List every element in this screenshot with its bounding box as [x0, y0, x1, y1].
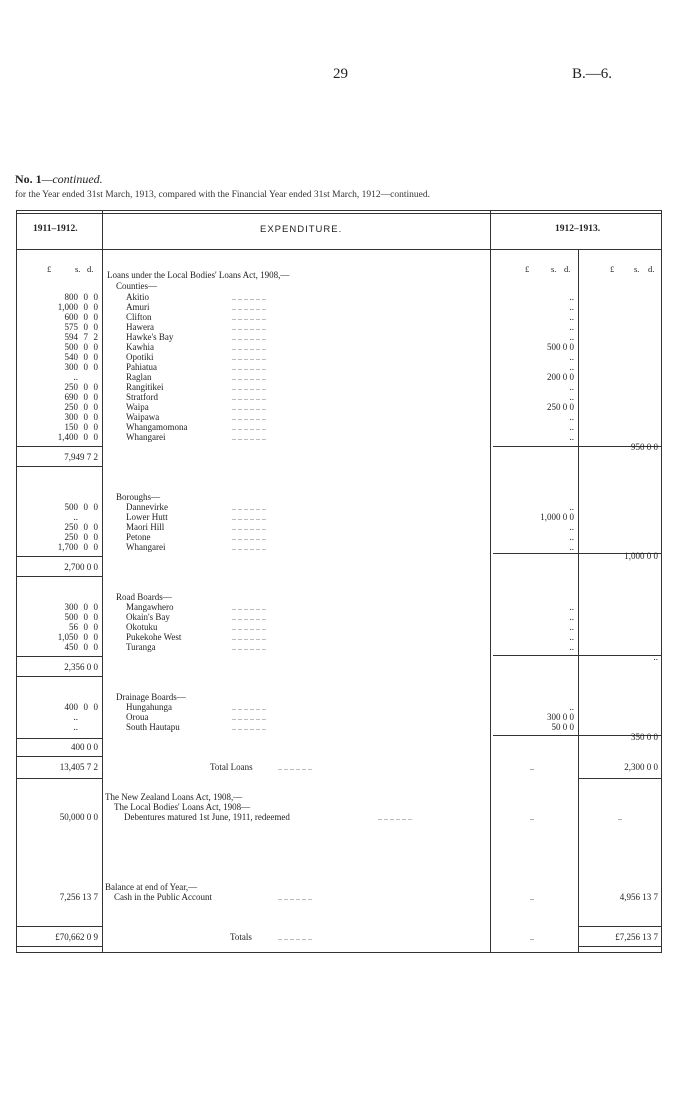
amount-shillings: 0 — [83, 402, 88, 412]
amount-shillings: 0 — [83, 342, 88, 352]
amount-pounds: .. — [73, 712, 78, 722]
row-label: Opotiki — [126, 352, 154, 362]
amount-pounds: 56 — [69, 622, 78, 632]
row-prev-amount — [20, 722, 98, 732]
row-prev-amount — [20, 532, 98, 542]
amount-shillings: 0 — [83, 612, 88, 622]
amount-shillings: 0 — [83, 362, 88, 372]
row-leader-dots: .. .. .. .. .. .. — [232, 303, 266, 312]
row-prev-amount — [20, 322, 98, 332]
totals-rule-left — [16, 926, 102, 927]
totals-rule-right — [578, 926, 661, 927]
row-label: Okotuku — [126, 622, 158, 632]
amount-shillings: 0 — [83, 502, 88, 512]
row-cur-amount: .. — [569, 432, 574, 442]
table-subtitle: for the Year ended 31st March, 1913, compared with the Financial Year ended 31st March, 1912—continued. — [15, 190, 431, 200]
col-divider-3 — [578, 249, 579, 953]
amount-pence: 0 — [93, 612, 98, 622]
row-prev-amount — [20, 332, 98, 342]
balance-cur: 4,956 13 7 — [619, 892, 658, 902]
amount-shillings: 7 — [83, 332, 88, 342]
row-leader-dots: .. .. .. .. .. .. — [232, 703, 266, 712]
row-prev-amount — [20, 712, 98, 722]
row-label: Petone — [126, 532, 151, 542]
row-prev-amount — [20, 432, 98, 442]
totals-bottom-rule-left — [16, 946, 102, 947]
boroughs-total-prev: 2,700 0 0 — [64, 562, 98, 572]
amount-pounds: 1,050 — [57, 632, 78, 642]
balance-dots: .. .. .. .. .. .. — [278, 893, 312, 902]
counties-total-prev: 7,949 7 2 — [64, 452, 98, 462]
amount-shillings: 0 — [83, 322, 88, 332]
row-label: Hawke's Bay — [126, 332, 174, 342]
total-loans-label: Total Loans — [210, 762, 253, 772]
boroughs-total-cur: 1,000 0 0 — [624, 551, 658, 561]
amount-pounds: 450 — [64, 642, 78, 652]
row-prev-amount — [20, 412, 98, 422]
row-cur-amount: .. — [569, 322, 574, 332]
amount-pounds: 400 — [64, 702, 78, 712]
row-cur-amount: .. — [569, 362, 574, 372]
row-label: South Hautapu — [126, 722, 180, 732]
amount-shillings: 0 — [83, 422, 88, 432]
amount-shillings: 0 — [83, 702, 88, 712]
currency-d-mid: d. — [564, 264, 571, 274]
drainage-subheading: Drainage Boards— — [116, 692, 186, 702]
amount-pence: 0 — [93, 532, 98, 542]
totals-prev: £70,662 0 9 — [55, 932, 98, 942]
row-label: Rangitikei — [126, 382, 164, 392]
row-cur-amount: .. — [569, 412, 574, 422]
table-title — [15, 172, 103, 187]
amount-pounds: 1,000 — [57, 302, 78, 312]
row-label: Oroua — [126, 712, 149, 722]
amount-shillings: 0 — [83, 302, 88, 312]
row-cur-amount: .. — [569, 382, 574, 392]
amount-pounds: 594 — [64, 332, 78, 342]
total-loans-mid: .. — [530, 763, 534, 772]
boroughs-subheading: Boroughs— — [116, 492, 161, 502]
row-cur-amount: .. — [569, 642, 574, 652]
amount-pounds: .. — [73, 722, 78, 732]
amount-pounds: 250 — [64, 522, 78, 532]
amount-pounds: 300 — [64, 412, 78, 422]
row-cur-amount: .. — [569, 522, 574, 532]
nz-loans-line2: The Local Bodies' Loans Act, 1908— — [114, 802, 251, 812]
row-label: Whangamomona — [126, 422, 188, 432]
amount-pounds: 800 — [64, 292, 78, 302]
row-leader-dots: .. .. .. .. .. .. — [232, 413, 266, 422]
row-prev-amount — [20, 502, 98, 512]
row-label: Hungahunga — [126, 702, 172, 712]
row-prev-amount — [20, 542, 98, 552]
amount-pence: 0 — [93, 402, 98, 412]
amount-pence: 0 — [93, 642, 98, 652]
currency-l-right: £ — [610, 264, 615, 274]
row-cur-amount: .. — [569, 392, 574, 402]
row-leader-dots: .. .. .. .. .. .. — [232, 723, 266, 732]
row-leader-dots: .. .. .. .. .. .. — [232, 393, 266, 402]
amount-shillings: 0 — [83, 432, 88, 442]
row-label: Pukekohe West — [126, 632, 182, 642]
amount-pence: 0 — [93, 542, 98, 552]
drainage-total-cur: 350 0 0 — [631, 732, 658, 742]
row-cur-amount: .. — [569, 302, 574, 312]
row-leader-dots: .. .. .. .. .. .. — [232, 533, 266, 542]
row-cur-amount: 50 0 0 — [551, 722, 574, 732]
row-label: Waipawa — [126, 412, 160, 422]
amount-shillings: 0 — [83, 292, 88, 302]
row-leader-dots: .. .. .. .. .. .. — [232, 433, 266, 442]
row-leader-dots: .. .. .. .. .. .. — [232, 323, 266, 332]
row-label: Mangawhero — [126, 602, 174, 612]
row-label: Maori Hill — [126, 522, 165, 532]
row-prev-amount — [20, 612, 98, 622]
amount-pounds: 1,700 — [57, 542, 78, 552]
amount-pence: 0 — [93, 392, 98, 402]
row-cur-amount: .. — [569, 312, 574, 322]
row-label: Kawhia — [126, 342, 154, 352]
right-border — [661, 210, 662, 953]
currency-d-right: d. — [648, 264, 655, 274]
top-rule-double — [16, 213, 662, 214]
roads-total-cur: .. — [653, 652, 658, 662]
amount-shillings: 0 — [83, 352, 88, 362]
header-rule — [16, 249, 662, 250]
amount-shillings: 0 — [83, 622, 88, 632]
amount-pounds: 300 — [64, 602, 78, 612]
row-cur-amount: .. — [569, 602, 574, 612]
drainage-total-rule — [16, 756, 102, 757]
counties-subheading: Counties— — [116, 281, 158, 291]
balance-line1: Balance at end of Year,— — [105, 882, 198, 892]
amount-pounds: .. — [73, 372, 78, 382]
row-prev-amount — [20, 312, 98, 322]
amount-pounds: 690 — [64, 392, 78, 402]
row-cur-amount: 500 0 0 — [547, 342, 574, 352]
row-leader-dots: .. .. .. .. .. .. — [232, 343, 266, 352]
amount-pounds: 600 — [64, 312, 78, 322]
roads-total-prev: 2,356 0 0 — [64, 662, 98, 672]
row-label: Lower Hutt — [126, 512, 168, 522]
row-label: Pahiatua — [126, 362, 157, 372]
nz-loans-mid: .. — [530, 813, 534, 822]
balance-mid: .. — [530, 893, 534, 902]
amount-shillings: 0 — [83, 412, 88, 422]
total-loans-dots: .. .. .. .. .. .. — [278, 763, 312, 772]
bottom-rule — [16, 952, 662, 953]
totals-dots: .. .. .. .. .. .. — [278, 933, 312, 942]
amount-pence: 0 — [93, 412, 98, 422]
row-cur-amount: .. — [569, 632, 574, 642]
amount-pence: 0 — [93, 342, 98, 352]
totals-bottom-rule-right — [578, 946, 661, 947]
amount-pence: 0 — [93, 632, 98, 642]
row-label: Whangarei — [126, 542, 166, 552]
amount-pence: 0 — [93, 702, 98, 712]
amount-pounds: 540 — [64, 352, 78, 362]
amount-pence: 0 — [93, 322, 98, 332]
row-cur-amount: .. — [569, 352, 574, 362]
nz-loans-dots: .. .. .. .. .. .. — [378, 813, 412, 822]
amount-shillings: 0 — [83, 392, 88, 402]
row-leader-dots: .. .. .. .. .. .. — [232, 403, 266, 412]
row-cur-amount: .. — [569, 542, 574, 552]
row-label: Raglan — [126, 372, 152, 382]
page-number: 29 — [333, 66, 348, 82]
row-cur-amount: .. — [569, 422, 574, 432]
left-border — [16, 210, 17, 953]
row-leader-dots: .. .. .. .. .. .. — [232, 363, 266, 372]
boroughs-subtotal-rule — [16, 556, 102, 557]
amount-pounds: 500 — [64, 502, 78, 512]
amount-pounds: .. — [73, 512, 78, 522]
loans-act-heading: Loans under the Local Bodies' Loans Act, 1908,— — [107, 270, 290, 280]
roads-subtotal-rule — [16, 656, 102, 657]
row-prev-amount — [20, 382, 98, 392]
row-prev-amount — [20, 602, 98, 612]
nz-loans-cur: .. — [618, 813, 622, 822]
amount-pence: 0 — [93, 292, 98, 302]
row-label: Akitio — [126, 292, 150, 302]
row-prev-amount — [20, 302, 98, 312]
currency-l-left: £ — [47, 264, 52, 274]
amount-shillings: 0 — [83, 642, 88, 652]
row-leader-dots: .. .. .. .. .. .. — [232, 633, 266, 642]
row-prev-amount — [20, 392, 98, 402]
row-label: Waipa — [126, 402, 149, 412]
amount-pence: 0 — [93, 362, 98, 372]
row-prev-amount — [20, 642, 98, 652]
row-cur-amount: .. — [569, 502, 574, 512]
row-cur-amount: .. — [569, 612, 574, 622]
drainage-total-prev: 400 0 0 — [71, 742, 98, 752]
amount-pence: 0 — [93, 422, 98, 432]
amount-pence: 0 — [93, 352, 98, 362]
amount-shillings: 0 — [83, 532, 88, 542]
row-leader-dots: .. .. .. .. .. .. — [232, 603, 266, 612]
counties-subtotal-rule — [16, 446, 102, 447]
row-cur-amount: .. — [569, 292, 574, 302]
row-leader-dots: .. .. .. .. .. .. — [232, 643, 266, 652]
amount-pounds: 1,400 — [57, 432, 78, 442]
document-reference: B.—6. — [572, 66, 613, 82]
nz-loans-line1: The New Zealand Loans Act, 1908,— — [105, 792, 243, 802]
row-label: Whangarei — [126, 432, 166, 442]
counties-total-cur: 950 0 0 — [631, 442, 658, 452]
row-label: Clifton — [126, 312, 152, 322]
row-label: Dannevirke — [126, 502, 168, 512]
row-prev-amount — [20, 702, 98, 712]
total-loans-cur: 2,300 0 0 — [624, 762, 658, 772]
amount-pence: 0 — [93, 522, 98, 532]
amount-pounds: 150 — [64, 422, 78, 432]
amount-shillings: 0 — [83, 602, 88, 612]
row-prev-amount — [20, 402, 98, 412]
col-divider-1 — [102, 210, 103, 953]
drainage-subtotal-rule — [16, 738, 102, 739]
row-leader-dots: .. .. .. .. .. .. — [232, 613, 266, 622]
amount-shillings: 0 — [83, 522, 88, 532]
row-cur-amount: .. — [569, 702, 574, 712]
amount-shillings: 0 — [83, 312, 88, 322]
row-cur-amount: 300 0 0 — [547, 712, 574, 722]
boroughs-total-rule — [16, 576, 102, 577]
row-prev-amount — [20, 292, 98, 302]
totals-cur: £7,256 13 7 — [615, 932, 658, 942]
row-cur-amount: .. — [569, 332, 574, 342]
row-cur-amount: 250 0 0 — [547, 402, 574, 412]
amount-pence: 0 — [93, 302, 98, 312]
amount-pence: 0 — [93, 602, 98, 612]
roads-total-rule — [16, 676, 102, 677]
row-label: Stratford — [126, 392, 158, 402]
row-prev-amount — [20, 352, 98, 362]
header-1912-1913: 1912–1913. — [555, 224, 601, 234]
nz-loans-line3: Debentures matured 1st June, 1911, redeemed — [124, 812, 290, 822]
row-leader-dots: .. .. .. .. .. .. — [232, 713, 266, 722]
row-cur-amount: 1,000 0 0 — [540, 512, 574, 522]
row-cur-amount: .. — [569, 622, 574, 632]
totals-label: Totals — [230, 932, 252, 942]
amount-pence: 0 — [93, 622, 98, 632]
row-prev-amount — [20, 632, 98, 642]
row-prev-amount — [20, 372, 98, 382]
amount-pounds: 250 — [64, 382, 78, 392]
row-prev-amount — [20, 342, 98, 352]
row-leader-dots: .. .. .. .. .. .. — [232, 353, 266, 362]
top-rule — [16, 210, 662, 211]
amount-pence: 0 — [93, 432, 98, 442]
row-leader-dots: .. .. .. .. .. .. — [232, 313, 266, 322]
row-prev-amount — [20, 522, 98, 532]
row-leader-dots: .. .. .. .. .. .. — [232, 543, 266, 552]
row-leader-dots: .. .. .. .. .. .. — [232, 373, 266, 382]
row-leader-dots: .. .. .. .. .. .. — [232, 513, 266, 522]
currency-d-left: d. — [87, 264, 94, 274]
total-loans-rule — [16, 778, 102, 779]
row-label: Okain's Bay — [126, 612, 170, 622]
nz-loans-prev: 50,000 0 0 — [59, 812, 98, 822]
row-leader-dots: .. .. .. .. .. .. — [232, 333, 266, 342]
row-prev-amount — [20, 422, 98, 432]
currency-l-mid: £ — [525, 264, 530, 274]
row-cur-amount: .. — [569, 532, 574, 542]
amount-pounds: 250 — [64, 532, 78, 542]
balance-line2: Cash in the Public Account — [114, 892, 212, 902]
amount-shillings: 0 — [83, 632, 88, 642]
amount-pence: 2 — [93, 332, 98, 342]
row-leader-dots: .. .. .. .. .. .. — [232, 523, 266, 532]
col-divider-2 — [490, 210, 491, 953]
amount-pence: 0 — [93, 312, 98, 322]
amount-pence: 0 — [93, 502, 98, 512]
amount-pounds: 300 — [64, 362, 78, 372]
total-loans-rule-right — [578, 778, 661, 779]
row-leader-dots: .. .. .. .. .. .. — [232, 383, 266, 392]
amount-pounds: 500 — [64, 342, 78, 352]
balance-prev: 7,256 13 7 — [59, 892, 98, 902]
total-loans-prev: 13,405 7 2 — [59, 762, 98, 772]
counties-total-rule — [16, 466, 102, 467]
row-prev-amount — [20, 362, 98, 372]
row-leader-dots: .. .. .. .. .. .. — [232, 293, 266, 302]
row-label: Turanga — [126, 642, 156, 652]
amount-pounds: 500 — [64, 612, 78, 622]
header-1911-1912: 1911–1912. — [33, 224, 78, 234]
row-cur-amount: 200 0 0 — [547, 372, 574, 382]
row-prev-amount — [20, 622, 98, 632]
amount-shillings: 0 — [83, 382, 88, 392]
currency-s-right: s. — [634, 264, 640, 274]
row-leader-dots: .. .. .. .. .. .. — [232, 503, 266, 512]
header-expenditure: EXPENDITURE. — [260, 224, 343, 235]
currency-s-left: s. — [75, 264, 81, 274]
amount-pence: 0 — [93, 382, 98, 392]
totals-mid: .. — [530, 933, 534, 942]
row-label: Amuri — [126, 302, 150, 312]
row-leader-dots: .. .. .. .. .. .. — [232, 423, 266, 432]
row-prev-amount — [20, 512, 98, 522]
row-label: Hawera — [126, 322, 154, 332]
title-continued: —continued. — [41, 172, 103, 186]
amount-pounds: 575 — [64, 322, 78, 332]
amount-shillings: 0 — [83, 542, 88, 552]
amount-pounds: 250 — [64, 402, 78, 412]
title-number: No. 1 — [15, 172, 42, 186]
currency-s-mid: s. — [551, 264, 557, 274]
roads-subheading: Road Boards— — [116, 592, 172, 602]
row-leader-dots: .. .. .. .. .. .. — [232, 623, 266, 632]
